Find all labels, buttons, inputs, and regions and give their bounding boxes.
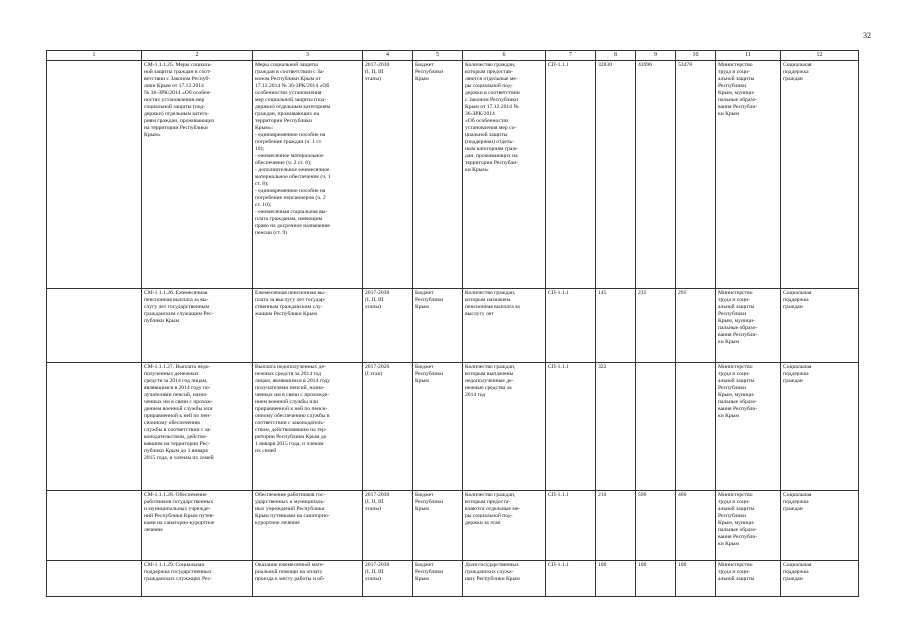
result-cell: Социальная поддержка граждан: [781, 561, 859, 597]
program-measures-table: [46, 50, 859, 597]
measure-description-cell: Ежемесячная пенсионная вы- плата за выслугу лет государ- ственным гражданским слу- жащим Республики Крым: [253, 289, 363, 363]
result-cell: Социальная поддержка граждан: [781, 491, 859, 561]
indicator-cell: Количество граждан, которым выплачены недополученные де- нежные средства за 2014 год: [463, 363, 546, 491]
page-number: 32: [863, 31, 871, 40]
header-cell: 8: [596, 51, 636, 61]
value-cell: 235: [636, 289, 676, 363]
value-cell: 32830: [596, 61, 636, 289]
measure-name-cell: СМ-1.1.1.28. Обеспечение работников государственных и муниципальных учрежде- ний Республики Крым путев- ками на санаторно-курортное лечение: [142, 491, 253, 561]
funding-source-cell: Бюджет Республики Крым: [413, 363, 463, 491]
table-row: [47, 289, 859, 363]
responsible-cell: Министерство труда и соци- альной защиты: [716, 561, 781, 597]
code-cell: СП-1.1.1: [546, 289, 596, 363]
code-cell: СП-1.1.1: [546, 61, 596, 289]
indicator-cell: Количество граждан, которым назначена пенсионная выплата за выслугу лет: [463, 289, 546, 363]
row-number-cell: [47, 363, 142, 491]
measure-description-cell: Обеспечение работников гос- ударственных и муниципаль- ных учреждений Республики Крым путевками на санаторно- курортное лечение: [253, 491, 363, 561]
funding-source-cell: Бюджет Республики Крым: [413, 289, 463, 363]
header-row: [47, 51, 859, 61]
value-cell: 295: [676, 289, 716, 363]
header-cell: 9: [636, 51, 676, 61]
result-cell: Социальная поддержка граждан: [781, 61, 859, 289]
row-number-cell: [47, 61, 142, 289]
period-cell: 2017-2020 (I этап): [363, 363, 413, 491]
table-row: [47, 491, 859, 561]
measure-name-cell: СМ-1.1.1.25. Меры социаль- ной защиты граждан в соот- ветствии с Законом Респуб- лики Крым от 17.12.2014 № 36-ЗРК/2014 «Об особен- ностях установления мер социальной защиты (под- держки) отдельным катего- риям граждан, проживающих на территории Республики Крым»: [142, 61, 253, 289]
code-cell: СП-1.1.1: [546, 491, 596, 561]
responsible-cell: Министерство труда и соци- альной защиты Республики Крым, муници- пальные образо- вания Республи- ки Крым: [716, 363, 781, 491]
measure-name-cell: СМ-1.1.1.26. Ежемесячная пенсионная выплата за вы- слугу лет государственным гражданским служащим Рес- публики Крым: [142, 289, 253, 363]
header-cell: 11: [716, 51, 781, 61]
value-cell: [676, 363, 716, 491]
header-cell: 7: [546, 51, 596, 61]
indicator-cell: Доля государственных гражданских служа- щих Республики Крым: [463, 561, 546, 597]
measure-name-cell: СМ-1.1.1.29. Социальная поддержка государственных гражданских служащих Рес-: [142, 561, 253, 597]
header-cell: 12: [781, 51, 859, 61]
table-row: [47, 61, 859, 289]
result-cell: Социальная поддержка граждан: [781, 363, 859, 491]
header-cell: 6: [463, 51, 546, 61]
value-cell: 210: [596, 491, 636, 561]
code-cell: СП-1.1.1: [546, 363, 596, 491]
measure-description-cell: Выплата недополученных де- нежных средств за 2014 год лицам, являвшимся в 2014 году получателями пенсий, назна- ченных им в связи с прохожде- нием военной службы или приравненной к ней по пенси- онному обеспечению службы в соответствии с законодатель- ством, действовавшим на тер- ритории Республики Крым до 1 января 2015 года, и членам их семей: [253, 363, 363, 491]
funding-source-cell: Бюджет Республики Крым: [413, 61, 463, 289]
header-cell: 5: [413, 51, 463, 61]
value-cell: 145: [596, 289, 636, 363]
value-cell: 43996: [636, 61, 676, 289]
table-row: [47, 561, 859, 597]
value-cell: 322: [596, 363, 636, 491]
funding-source-cell: Бюджет Республики Крым: [413, 491, 463, 561]
funding-source-cell: Бюджет Республики Крым: [413, 561, 463, 597]
period-cell: 2017-2030 (I, II, III этапы): [363, 289, 413, 363]
row-number-cell: [47, 561, 142, 597]
header-cell: 10: [676, 51, 716, 61]
code-cell: СП-1.1.1: [546, 561, 596, 597]
row-number-cell: [47, 289, 142, 363]
table-row: [47, 363, 859, 491]
period-cell: 2017-2030 (I, II, III этапы): [363, 61, 413, 289]
value-cell: 100: [636, 561, 676, 597]
value-cell: 100: [676, 561, 716, 597]
value-cell: 400: [676, 491, 716, 561]
header-cell: 1: [47, 51, 142, 61]
result-cell: Социальная поддержка граждан: [781, 289, 859, 363]
row-number-cell: [47, 491, 142, 561]
period-cell: 2017-2030 (I, II, III этапы): [363, 561, 413, 597]
responsible-cell: Министерство труда и соци- альной защиты Республики Крым, муници- пальные образо- вания Республи- ки Крым: [716, 491, 781, 561]
measure-description-cell: Меры социальной защиты граждан в соответствии с За- коном Республики Крым от 17.12.2014 № 36-ЗРК/2014 «Об особенностях установления мер социальной защиты (под- держки) отдельным категориям граждан, проживающих на территории Республики Крым»: - единовременное пособие на погребение граждан (ч. 1 ст. 10); - ежемесячное материальное обеспечение (ч. 2 ст. 8); - дополнительное ежемесячное материальное обеспечение (ч. 1 ст. 8); - единовременное пособие на погребение пенсионеров (ч. 2 ст. 10); - ежемесячная социальная вы- плата гражданам, имеющим право на досрочное назначение пенсии (ст. 9): [253, 61, 363, 289]
responsible-cell: Министерство труда и соци- альной защиты Республики Крым, муници- пальные образо- вания Республи- ки Крым: [716, 289, 781, 363]
value-cell: 590: [636, 491, 676, 561]
responsible-cell: Министерство труда и соци- альной защиты Республики Крым, муници- пальные образо- вания Республи- ки Крым: [716, 61, 781, 289]
header-cell: 2: [142, 51, 253, 61]
period-cell: 2017-2030 (I, II, III этапы): [363, 491, 413, 561]
indicator-cell: Количество граждан, которым предостав- ляются отдельные ме- ры социальной под- держки в соответствии с Законом Республики Крым от 17.12.2014 № 36-ЗРК/2014 «Об особенностях установления мер со- циальной защиты (поддержки) отдель- ным категориям граж- дан, проживающих на территории Республи- ки Крым»: [463, 61, 546, 289]
header-cell: 3: [253, 51, 363, 61]
value-cell: 53478: [676, 61, 716, 289]
measure-description-cell: Оказание ежемесячной мате- риальной помощи на оплату проезда к месту работы и об-: [253, 561, 363, 597]
value-cell: [636, 363, 676, 491]
header-cell: 4: [363, 51, 413, 61]
measure-name-cell: СМ-1.1.1.27. Выплата недо- полученных денежных средств за 2014 год лицам, являвшимся в 2014 году по- лучателями пенсий, назна- ченных им в связи с прохож- дением военной службы или приравненной к ней по пен- сионному обеспечению службы в соответствии с за- конодательством, действо- вавшим на территории Рес- публики Крым до 1 января 2015 года, и членам их семей: [142, 363, 253, 491]
indicator-cell: Количество граждан, которым предоста- вляются отдельные ме- ры социальной под- держки за этап: [463, 491, 546, 561]
value-cell: 100: [596, 561, 636, 597]
